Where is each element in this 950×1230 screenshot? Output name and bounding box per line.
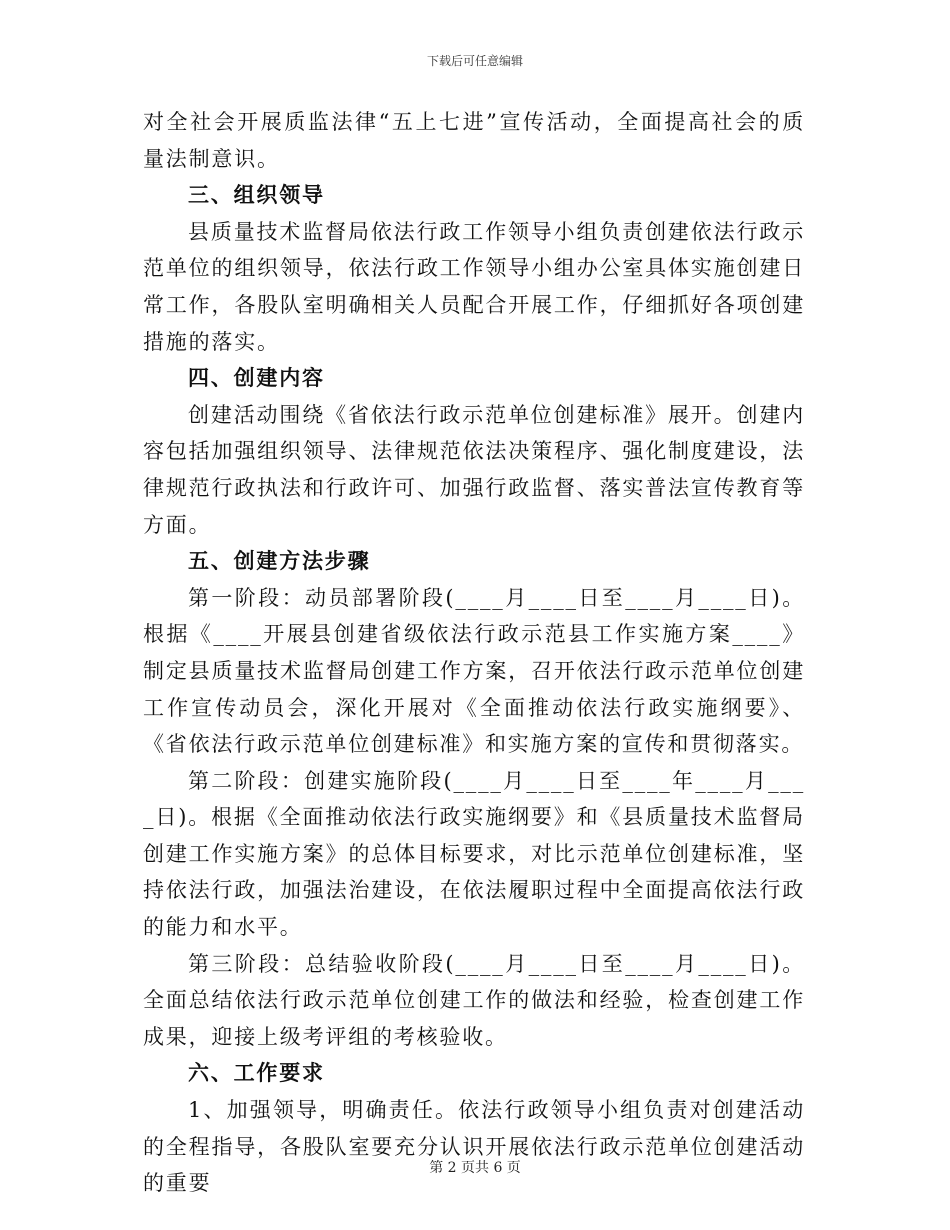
section-heading-organization: 三、组织领导 [188, 182, 325, 208]
paragraph-stage-one: 第一阶段：动员部署阶段(____月____日至____月____日)。根据《____开展县创建省级依法行政示范县工作实施方案____》制定县质量技术监督局创建工作方案，召开依法行政示范单位创建工作宣传动员会，深化开展对《全面推动依法行政实施纲要》、《省依法行政示范单位创建标准》和实施方案的宣传和贯彻落实。 [143, 585, 805, 757]
paragraph-requirement-one: 1、加强领导，明确责任。依法行政领导小组负责对创建活动的全程指导，各股队室要充分认识开展依法行政示范单位创建活动的重要 [143, 1098, 805, 1196]
section-heading-requirements: 六、工作要求 [188, 1060, 325, 1086]
section-heading-steps: 五、创建方法步骤 [188, 548, 371, 574]
document-body [143, 104, 805, 1202]
paragraph-content: 创建活动围绕《省依法行政示范单位创建标准》展开。创建内容包括加强组织领导、法律规范依法决策程序、强化制度建设，法律规范行政执法和行政许可、加强行政监督、落实普法宣传教育等方面。 [143, 402, 805, 537]
page-header: 下载后可任意编辑 [426, 54, 523, 68]
paragraph-continued: 对全社会开展质监法律“五上七进”宣传活动，全面提高社会的质量法制意识。 [143, 110, 805, 171]
paragraph-organization: 县质量技术监督局依法行政工作领导小组负责创建依法行政示范单位的组织领导，依法行政工作领导小组办公室具体实施创建日常工作，各股队室明确相关人员配合开展工作，仔细抓好各项创建措施的落实。 [143, 219, 805, 354]
section-heading-content: 四、创建内容 [188, 365, 325, 391]
paragraph-stage-three: 第三阶段：总结验收阶段(____月____日至____月____日)。全面总结依法行政示范单位创建工作的做法和经验，检查创建工作成果，迎接上级考评组的考核验收。 [143, 951, 805, 1049]
paragraph-stage-two: 第二阶段：创建实施阶段(____月____日至____年____月____日)。根据《全面推动依法行政实施纲要》和《县质量技术监督局创建工作实施方案》的总体目标要求，对比示范单位创建标准，坚持依法行政，加强法治建设，在依法履职过程中全面提高依法行政的能力和水平。 [143, 768, 805, 940]
page-footer: 第 2 页共 6 页 [429, 1160, 521, 1176]
